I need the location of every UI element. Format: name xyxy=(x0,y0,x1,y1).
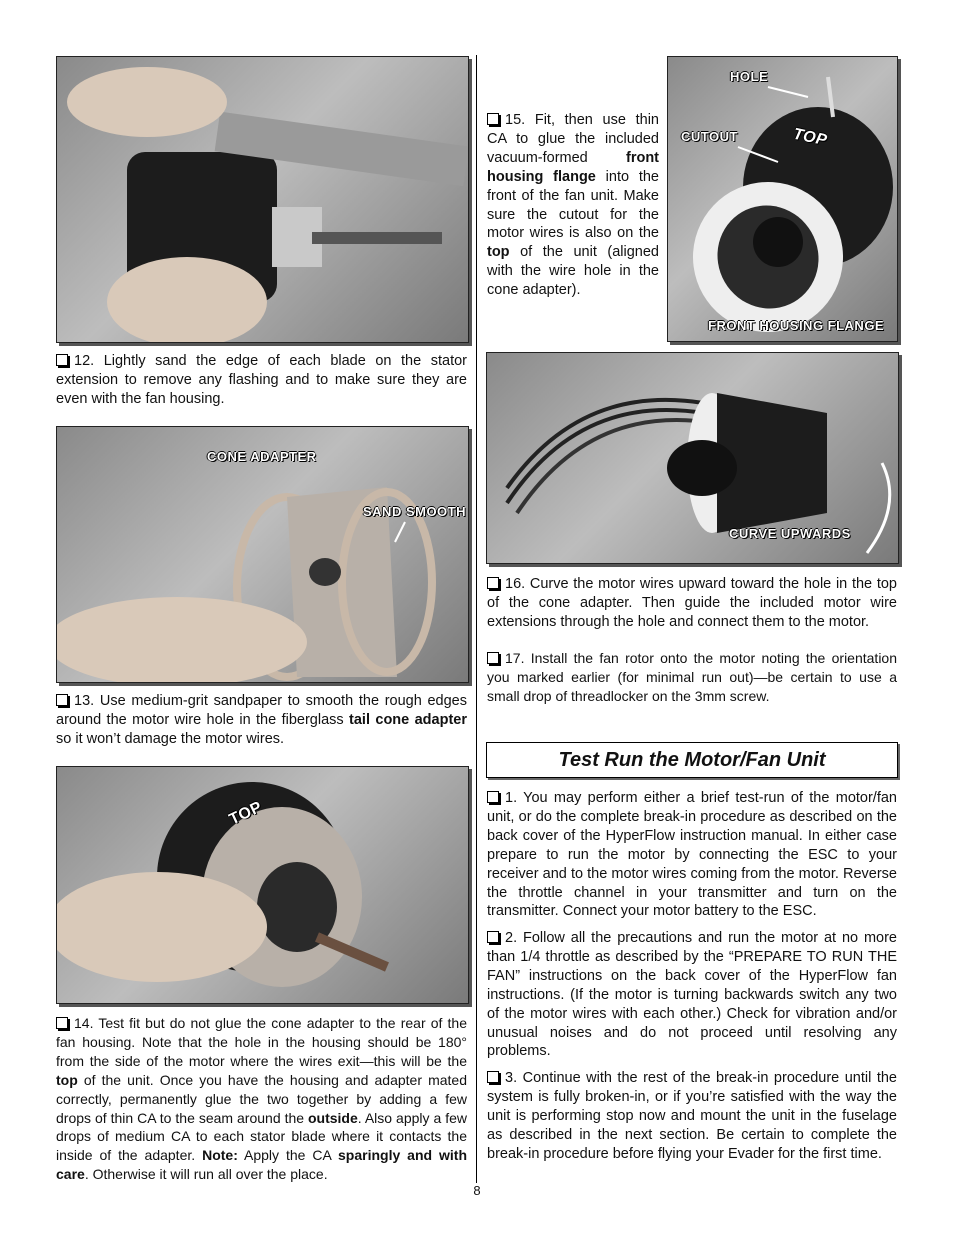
photo-label-top: TOP xyxy=(226,798,265,829)
step-16: 16. Curve the motor wires upward toward the hole in the top of the cone adapter. Then guide the included motor wire extensions through the hole and connect them to the motor. xyxy=(487,576,897,630)
photo-label-front-housing-flange: FRONT HOUSING FLANGE xyxy=(708,318,885,333)
page-number: 8 xyxy=(473,1183,481,1198)
step-14: 14. Test fit but do not glue the cone adapter to the rear of the fan housing. Note that the hole in the housing should be 180° from the side of the motor where the wires exit—this will be the top of the unit. Once you have the housing and adapter mated correctly, permanently glue the two together by adding a few drops of thin CA to the seam around the outside. Also apply a few drops of medium CA to each stator blade where it contacts the inside of the adapter. Note: Apply the CA sparingly and with care. Otherwise it will run all over the place. xyxy=(56,1015,468,1183)
photo-label-top: TOP xyxy=(791,125,829,150)
test-step-3: 3. Continue with the rest of the break-in procedure until the system is fully broken-in, or if you’re satisfied with the way the unit is performing stop now and mount the unit in the fuselage as described in the next section. Be certain to complete the break-in procedure before flying your Evader for the first time. xyxy=(487,1070,897,1162)
section-heading xyxy=(486,742,898,778)
checkbox-icon[interactable] xyxy=(56,694,68,706)
step-17: 17. Install the fan rotor onto the motor noting the orientation you marked earlier (for minimal run out)—be certain to use a small drop of threadlocker on the 3mm screw. xyxy=(487,650,897,704)
checkbox-icon[interactable] xyxy=(487,113,499,125)
step-13: 13. Use medium-grit sandpaper to smooth the rough edges around the motor wire hole in the fiberglass tail cone adapter so it won’t damage the motor wires. xyxy=(56,693,467,747)
photo-step-16 xyxy=(486,352,899,564)
section-title: Test Run the Motor/Fan Unit xyxy=(558,748,826,771)
checkbox-icon[interactable] xyxy=(487,577,499,589)
photo-label-cone-adapter: CONE ADAPTER xyxy=(207,449,317,464)
photo-label-curve-upwards: CURVE UPWARDS xyxy=(729,526,851,541)
photo-step-15 xyxy=(667,56,898,342)
test-step-1: 1. You may perform either a brief test-run of the motor/fan unit, or do the complete break-in procedure as described on the back cover of the HyperFlow instruction manual. In either case prepare to run the motor by connecting the ESC to your receiver and to the motor wires coming from the motor. Reverse the throttle channel in your transmitter and turn on the transmitter. Connect your motor battery to the ESC. xyxy=(487,790,897,920)
column-divider xyxy=(476,55,477,1183)
checkbox-icon[interactable] xyxy=(487,931,499,943)
checkbox-icon[interactable] xyxy=(487,791,499,803)
photo-step-12 xyxy=(56,56,469,343)
step-15: 15. Fit, then use thin CA to glue the included vacuum-formed front housing flange into the front of the fan unit. Make sure the cutout for the motor wires is also on the top of the unit (aligned with the wire hole in the cone adapter). xyxy=(487,112,659,299)
checkbox-icon[interactable] xyxy=(487,652,499,664)
photo-label-sand-smooth: SAND SMOOTH xyxy=(363,504,466,519)
checkbox-icon[interactable] xyxy=(56,1017,68,1029)
checkbox-icon[interactable] xyxy=(56,354,68,366)
photo-label-cutout: CUTOUT xyxy=(681,129,738,144)
step-12: 12. Lightly sand the edge of each blade on the stator extension to remove any flashing and to make sure they are even with the fan housing. xyxy=(56,353,467,407)
photo-step-13 xyxy=(56,426,469,683)
test-step-2: 2. Follow all the precautions and run the motor at no more than 1/4 throttle as described by the “PREPARE TO RUN THE FAN” instructions on the back cover of the HyperFlow fan instructions. (If the motor is turning backwards switch any two of the motor wires with each other.) Check for vibration and/or unusual noises and do not proceed until resolving any problems. xyxy=(487,930,897,1060)
checkbox-icon[interactable] xyxy=(487,1071,499,1083)
photo-label-hole: HOLE xyxy=(730,69,769,84)
photo-step-14 xyxy=(56,766,469,1004)
